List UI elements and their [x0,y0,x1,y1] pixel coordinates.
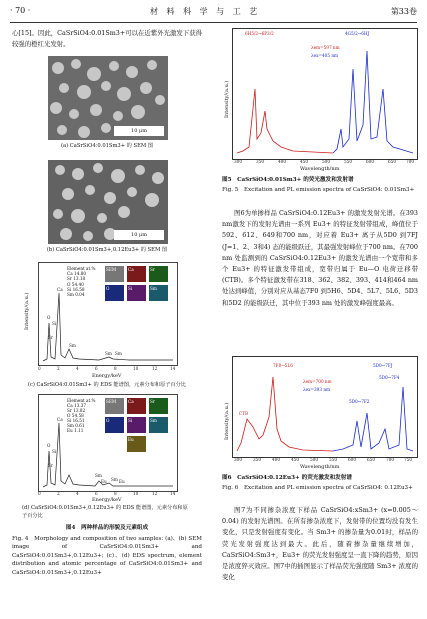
intro-paragraph: 心[15]。因此，CaSrSiO4:0.01Sm3+可以在近紫外光激发下获得较强的橙红光发射。 [12,29,202,49]
eds-xlabel-d: Energy/keV [92,497,122,503]
map-ca-d: Ca [127,398,146,414]
volume-label: 第33卷 [390,7,417,16]
sem-image-b [48,160,168,244]
fig4-caption-en: Fig. 4 Morphology and composition of two samples: (a)、(b) SEM image of CaSrSiO4:0.01Sm3+ and CaSrSiO4:0.01Sm3+,0.12Eu3+; (c)、(d) EDS spectrum, element distribution and atomic percentage of CaSrSiO4:0.01Sm3+ and CaSrSiO4:0.01Sm3+,0.12Eu3+ [12,536,202,576]
caption-d: (d) CaSrSiO4:0.01Sm3+,0.12Eu3+ 的 EDS 能谱图，元素分布和原子百分比 [22,505,188,519]
scale-bar-b: 10 μm [114,230,164,240]
map-sm-d: Sm [149,417,168,433]
fig5-plot: 6H5/2→6P3/2 4G5/2→6HJ λem=597 nm λex=405 nm [232,28,418,160]
fig4-caption-cn: 图4 两种样品的形貌及元素组成 [65,525,149,531]
fig6-caption-cn: 图6 CaSrSiO4:0.12Eu3+ 的荧光激发和发射谱 [222,475,352,481]
map-eu-d: Eu [127,436,146,452]
eds-ylabel-c: Intensity/(a.u.) [24,292,30,330]
journal-title: 材 料 科 学 与 工 艺 [150,7,261,16]
fig5-xlabel: Wavelength/nm [300,166,340,172]
map-o-d: O [105,417,124,433]
map-sem-d: SEM [105,398,124,414]
eds-xticks-c: 0 2 4 6 8 10 12 14 [38,366,176,371]
fig6-xticks: 300 350 400 450 500 550 600 650 700 750 [234,457,412,462]
fig5-ylabel: Intensity/(a.u.) [224,80,230,118]
map-si-d: Si [127,417,146,433]
eds-xticks-d: 0 2 4 6 8 10 12 14 [38,491,176,496]
map-sr-c: Sr [149,266,168,282]
eds-table-d: Element at.% Ca 13.37 Sr 13.82 O 54.58 Si 16.51 Sm 0.61 Eu 1.11 [67,398,96,433]
header-rule [10,22,417,23]
fig6-xlabel: Wavelength/nm [300,464,340,470]
scale-bar-a: 10 μm [114,126,164,136]
caption-c: (c) CaSrSiO4:0.01Sm3+ 的 EDS 能谱图，元素分布和原子百分比 [27,382,187,388]
fig5-caption-cn: 图5 CaSrSiO4:0.01Sm3+ 的荧光激发和发射谱 [222,177,354,183]
fig5-xticks: 300 350 400 450 500 550 600 650 700 [234,159,414,164]
fig6-plot: 7F0→5L6 5D0→7FJ CTB 5D0→7F4 5D0→7F2 λem=700 nm λex=393 nm [232,356,418,458]
fig6-spectra [233,357,417,457]
fig6-ylabel: Intensity/(a.u.) [224,402,230,440]
eds-table-c: Element at.% Ca 14.80 Sr 13.18 O 54.40 Si 16.58 Sm 0.04 [67,266,96,298]
map-sr-d: Sr [149,398,168,414]
paragraph-fig7: 图7为不同掺杂浓度下样品 CaSrSiO4:xSm3+ (x=0.005～0.04) 的发射光谱图。在所有掺杂浓度下，发射带的位置均没有发生变化，只是发射强度有变化。当 Sm3+ 的掺杂量为0.01时，样品的荧光发射强度达到最大。此后，随着掺杂量继续增加，CaSrSiO4:Sm3+，Eu3+ 的荧光发射强度呈一直下降的趋势，原因是浓度猝灭效应。图7中的插图显示了样品荧光强度随 Sm3+ 浓度的变化 [222,506,418,582]
page-number: · 70 · [10,6,31,15]
fig6-caption-en: Fig. 6 Excitation and PL emission spectra of CaSrSiO4: 0.12Eu3+ [222,485,413,491]
map-si-c: Si [127,285,146,301]
paragraph-fig6: 图6为单掺样品 CaSrSiO4:0.12Eu3+ 的激发发射光谱。在393 nm激发下的发射光谱由一系列 Eu3+ 的特征发射带组成，峰值位于592、612、649和700 nm，对应着 Eu3+ 离子从5D0 到7FJ (J=1、2、3和4) 态的能级跃迁，其最强发射峰位于700 nm。在700 nm 处监测到的 CaSrSiO4:0.12Eu3+ 的激发光谱由一个宽带和多个 Eu3+ 的特征激发带组成，宽带归属于 Eu—O 电荷迁移带(CTB)。多个特征激发带在318、362、382、393、414和464 nm 处达到峰值，分别对应从基态7F0 到5H6、5D4、5L7、5L6、5D3和5D2 的能级跃迁，其中位于393 nm 处的激发峰强度最高。 [222,209,418,307]
page-header [10,6,417,20]
caption-b: (b) CaSrSiO4:0.01Sm3+,0.12Eu3+ 的 SEM 图 [46,247,168,253]
eds-xlabel-c: Energy/keV [92,373,122,379]
map-ca-c: Ca [127,266,146,282]
eds-plot-c: Element at.% Ca 14.80 Sr 13.18 O 54.40 Si 16.58 Sm 0.04 O Ca Si Sr Sm Sm Sm SEM Ca Sr O Si Sm [38,262,178,366]
map-sm-c: Sm [149,285,168,301]
map-sem-c: SEM [105,266,124,282]
map-o-c: O [105,285,124,301]
caption-a: (a) CaSrSiO4:0.01Sm3+ 的 SEM 图 [60,143,154,149]
eds-plot-d: Element at.% Ca 13.37 Sr 13.82 O 54.58 Si 16.51 Sm 0.61 Eu 1.11 O Ca Si Sr Sm Eu Sm Eu SEM Ca Sr O Si Sm Eu [38,394,178,492]
sem-image-a [48,56,168,140]
fig5-caption-en: Fig. 5 Excitation and PL emission spectra of CaSrSiO4: 0.01Sm3+ [222,187,415,193]
